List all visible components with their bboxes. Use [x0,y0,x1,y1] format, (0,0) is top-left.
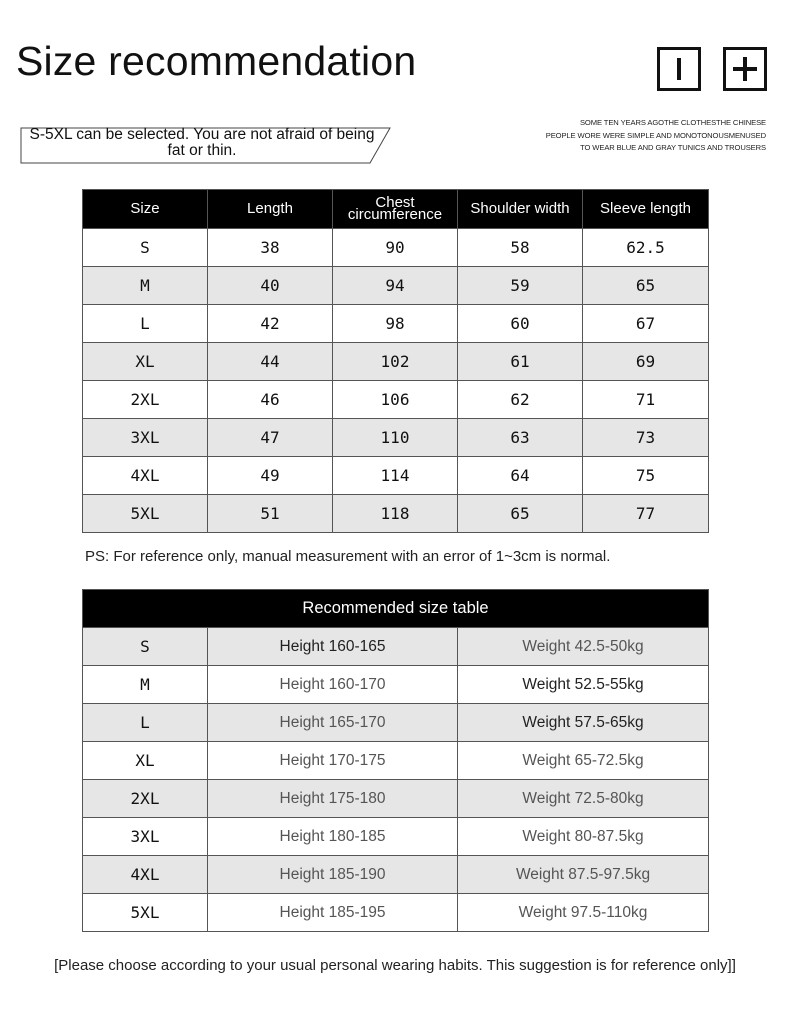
table-cell: 69 [583,343,709,381]
table-cell: 42 [208,305,333,343]
table-cell: 44 [208,343,333,381]
table-cell: 3XL [83,419,208,457]
table-cell: 118 [333,495,458,533]
table-cell: L [83,305,208,343]
height-cell: Height 175-180 [208,780,458,818]
table-cell: 110 [333,419,458,457]
table-cell: 94 [333,267,458,305]
table-row [83,856,709,894]
table-cell: 58 [458,229,583,267]
column-header: Shoulder width [458,190,583,229]
size-cell: M [83,666,208,704]
brand-logo-plus-icon [723,47,767,91]
column-header: Size [83,190,208,229]
table-cell: 65 [583,267,709,305]
size-measurement-table [82,189,709,533]
column-header: Length [208,190,333,229]
table-cell: 46 [208,381,333,419]
table-cell: 90 [333,229,458,267]
table-cell: 73 [583,419,709,457]
height-cell: Height 165-170 [208,704,458,742]
height-cell: Height 185-190 [208,856,458,894]
height-cell: Height 185-195 [208,894,458,932]
weight-cell: Weight 65-72.5kg [458,742,709,780]
size-cell: L [83,704,208,742]
table-header-row [83,590,709,628]
table-cell: 51 [208,495,333,533]
height-cell: Height 180-185 [208,818,458,856]
footer-note: [Please choose according to your usual personal wearing habits. This suggestion is for reference only]] [54,957,736,974]
table-cell: 60 [458,305,583,343]
table-cell: 61 [458,343,583,381]
brand-logo-bar-icon [657,47,701,91]
table-row [83,267,709,305]
table-row [83,419,709,457]
table-row [83,305,709,343]
weight-cell: Weight 52.5-55kg [458,666,709,704]
table-cell: 62 [458,381,583,419]
page-title: Size recommendation [16,38,417,84]
table-row [83,343,709,381]
bar-glyph-icon [677,58,681,80]
table-row [83,381,709,419]
table-cell: 49 [208,457,333,495]
table-cell: 65 [458,495,583,533]
size-cell: 3XL [83,818,208,856]
tagline-line: SOME TEN YEARS AGOTHE CLOTHESTHE CHINESE [579,118,766,127]
table-cell: 75 [583,457,709,495]
table-row [83,229,709,267]
table-row [83,704,709,742]
table-cell: S [83,229,208,267]
subtitle-text: S-5XL can be selected. You are not afraid of being fat or thin. [29,126,375,159]
plus-glyph-icon [733,57,757,81]
table-row [83,666,709,704]
table-row [83,742,709,780]
size-cell: XL [83,742,208,780]
table-cell: 71 [583,381,709,419]
weight-cell: Weight 72.5-80kg [458,780,709,818]
weight-cell: Weight 97.5-110kg [458,894,709,932]
table-row [83,495,709,533]
height-cell: Height 160-165 [208,628,458,666]
size-cell: S [83,628,208,666]
table-row [83,457,709,495]
size-cell: 5XL [83,894,208,932]
table-cell: 4XL [83,457,208,495]
brand-tagline [536,117,766,155]
table-row [83,894,709,932]
table-cell: 102 [333,343,458,381]
table-cell: M [83,267,208,305]
table-cell: 114 [333,457,458,495]
table-row [83,818,709,856]
table-title: Recommended size table [83,590,709,628]
height-cell: Height 170-175 [208,742,458,780]
weight-cell: Weight 80-87.5kg [458,818,709,856]
table-cell: XL [83,343,208,381]
table-cell: 2XL [83,381,208,419]
table-cell: 77 [583,495,709,533]
table-cell: 98 [333,305,458,343]
table-cell: 67 [583,305,709,343]
recommended-size-table [82,589,709,932]
table-cell: 40 [208,267,333,305]
measurement-note: PS: For reference only, manual measurement with an error of 1~3cm is normal. [85,548,611,565]
column-header: Sleeve length [583,190,709,229]
table-cell: 5XL [83,495,208,533]
subtitle-badge [20,127,390,163]
weight-cell: Weight 42.5-50kg [458,628,709,666]
table-cell: 38 [208,229,333,267]
table-row [83,628,709,666]
table-cell: 47 [208,419,333,457]
table-cell: 64 [458,457,583,495]
table-cell: 106 [333,381,458,419]
table-cell: 63 [458,419,583,457]
size-cell: 4XL [83,856,208,894]
weight-cell: Weight 87.5-97.5kg [458,856,709,894]
table-cell: 59 [458,267,583,305]
column-header: Chest circumference [333,190,458,229]
weight-cell: Weight 57.5-65kg [458,704,709,742]
tagline-line: TO WEAR BLUE AND GRAY TUNICS AND TROUSERS [580,143,766,152]
table-cell: 62.5 [583,229,709,267]
table-header-row [83,190,709,229]
table-row [83,780,709,818]
size-cell: 2XL [83,780,208,818]
height-cell: Height 160-170 [208,666,458,704]
tagline-line: PEOPLE WORE WERE SIMPLE AND MONOTONOUSMENUSED [545,130,766,140]
